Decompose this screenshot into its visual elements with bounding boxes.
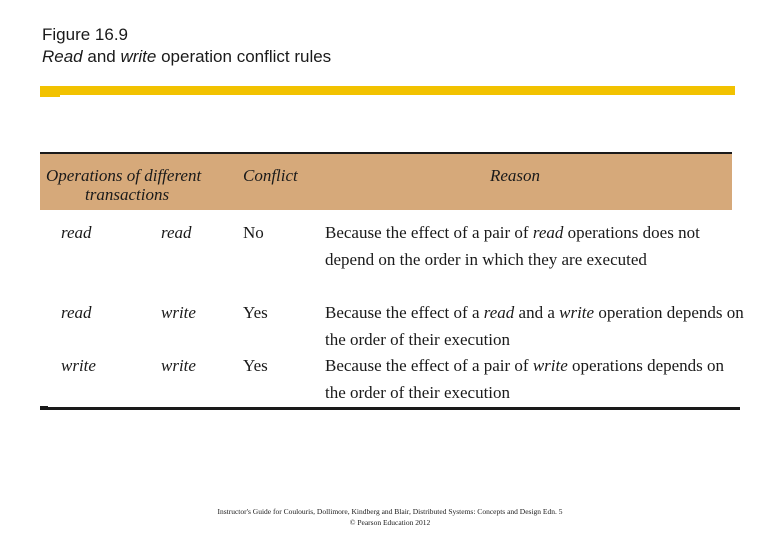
reason-operation-term: write <box>532 356 568 375</box>
row-op2: write <box>161 303 196 322</box>
slide-footer <box>0 506 780 528</box>
caption-write: write <box>120 47 157 66</box>
row-conflict: Yes <box>243 303 268 322</box>
header-operations-line2: transactions <box>85 185 170 204</box>
header-operations-line1: Operations of different <box>46 166 202 185</box>
caption-and: and <box>82 47 121 66</box>
row-op1: read <box>61 223 92 242</box>
accent-divider-notch <box>40 95 60 97</box>
reason-text: Because the effect of a pair of <box>325 223 533 242</box>
reason-operation-term: read <box>532 223 564 242</box>
header-reason: Reason <box>490 166 541 185</box>
reason-text: operations depends on the order of their execution <box>325 356 729 402</box>
table-bottom-rule <box>40 407 740 410</box>
figure-number: Figure 16.9 <box>42 25 128 44</box>
reason-text: operations does not depend on the order in which they are executed <box>325 223 705 269</box>
caption-rest: operation conflict rules <box>156 47 332 66</box>
figure-caption <box>42 46 331 68</box>
caption-read: Read <box>42 47 83 66</box>
footer-copyright: © Pearson Education 2012 <box>349 518 431 527</box>
row-conflict: No <box>243 223 264 242</box>
row-reason <box>325 219 745 273</box>
row-op1: write <box>61 356 96 375</box>
row-reason <box>325 352 745 406</box>
reason-operation-term: write <box>559 303 595 322</box>
header-operations <box>46 166 246 204</box>
reason-text: Because the effect of a pair of <box>325 356 533 375</box>
figure-title <box>42 24 331 68</box>
reason-text: and a <box>514 303 560 322</box>
header-conflict: Conflict <box>243 166 298 185</box>
row-op2: write <box>161 356 196 375</box>
row-conflict: Yes <box>243 356 268 375</box>
row-op2: read <box>161 223 192 242</box>
footer-citation: Instructor's Guide for Coulouris, Dollimore, Kindberg and Blair, Distributed Systems: Concepts and Design Edn. 5 <box>217 507 563 516</box>
table-header <box>40 152 732 210</box>
accent-divider <box>40 86 735 95</box>
table-bottom-rule-cap <box>40 406 48 410</box>
reason-text: operation depends on the order of their execution <box>325 303 748 349</box>
row-reason <box>325 299 748 353</box>
row-op1: read <box>61 303 92 322</box>
reason-operation-term: read <box>483 303 515 322</box>
reason-text: Because the effect of a <box>325 303 484 322</box>
